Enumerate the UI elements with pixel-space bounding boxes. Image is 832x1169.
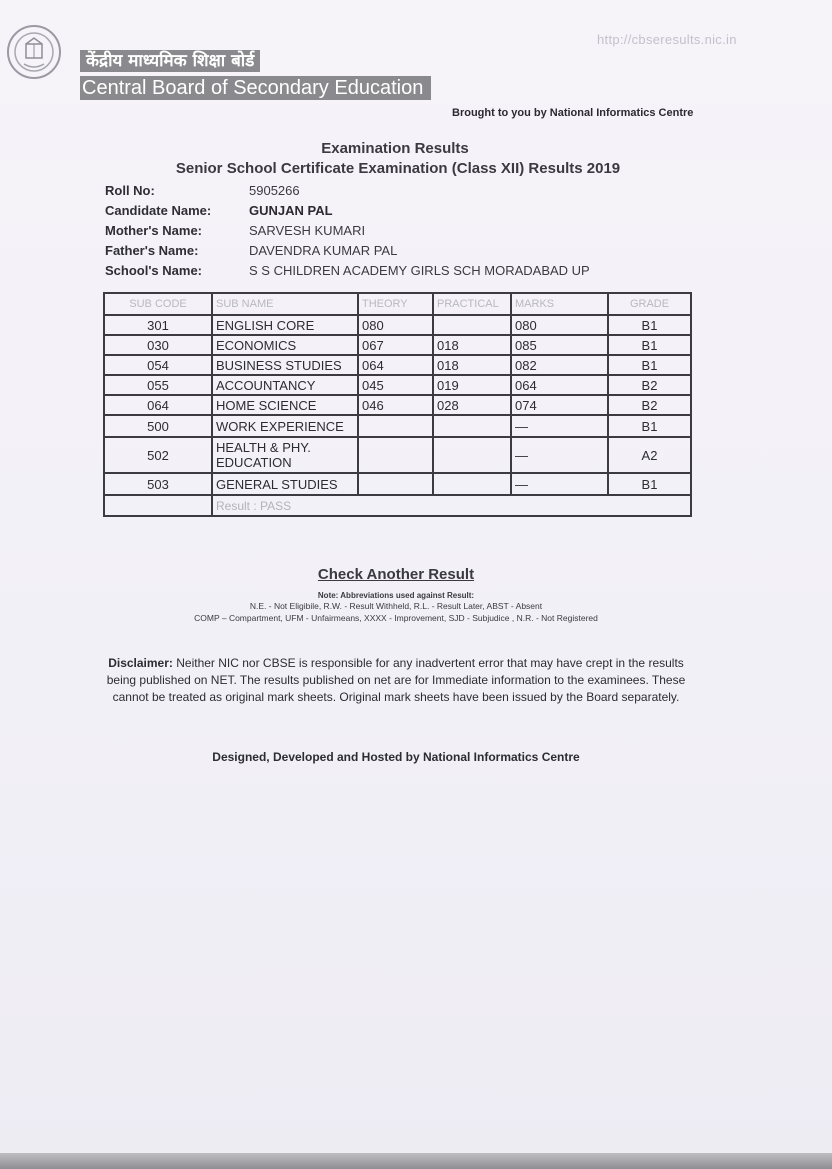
table-row — [104, 437, 691, 473]
theory-marks: 067 — [358, 335, 433, 355]
grade: B1 — [608, 335, 691, 355]
board-title-hindi: केंद्रीय माध्यमिक शिक्षा बोर्ड — [80, 50, 260, 72]
table-row — [104, 335, 691, 355]
practical-marks: 028 — [433, 395, 511, 415]
practical-marks — [433, 415, 511, 437]
candidate-name-value: GUNJAN PAL — [249, 203, 333, 218]
roll-label: Roll No: — [105, 183, 155, 198]
mother-name-value: SARVESH KUMARI — [249, 223, 366, 238]
total-marks: 080 — [511, 315, 608, 335]
table-row — [104, 375, 691, 395]
candidate-name-label: Candidate Name: — [105, 203, 212, 218]
theory-marks — [358, 437, 433, 473]
exam-subtitle: Senior School Certificate Examination (Class XII) Results 2019 — [175, 160, 621, 177]
practical-marks — [433, 315, 511, 335]
practical-marks — [433, 437, 511, 473]
sub-code: 500 — [104, 415, 212, 437]
sub-name: HOME SCIENCE — [212, 395, 358, 415]
sub-name: GENERAL STUDIES — [212, 473, 358, 495]
header-marks: MARKS — [511, 293, 608, 315]
result-empty-cell — [104, 495, 212, 516]
exam-title: Examination Results — [321, 140, 469, 157]
sub-name: ECONOMICS — [212, 335, 358, 355]
grade: B1 — [608, 415, 691, 437]
grade: B1 — [608, 315, 691, 335]
sub-name: BUSINESS STUDIES — [212, 355, 358, 375]
note-title: Note: Abbreviations used against Result: — [317, 591, 475, 600]
grade: B1 — [608, 355, 691, 375]
footer-credit: Designed, Developed and Hosted by National Informatics Centre — [212, 750, 580, 764]
board-title-english: Central Board of Secondary Education — [80, 76, 431, 100]
sub-name: WORK EXPERIENCE — [212, 415, 358, 437]
header-sub-name: SUB NAME — [212, 293, 358, 315]
header-grade: GRADE — [608, 293, 691, 315]
results-table — [103, 292, 692, 517]
theory-marks — [358, 415, 433, 437]
sub-code: 301 — [104, 315, 212, 335]
result-cell — [212, 495, 691, 516]
check-another-result-link[interactable]: Check Another Result — [317, 566, 475, 583]
theory-marks: 080 — [358, 315, 433, 335]
roll-value: 5905266 — [249, 183, 300, 198]
sub-name: ACCOUNTANCY — [212, 375, 358, 395]
disclaimer-label: Disclaimer: — [108, 656, 173, 670]
header-practical: PRACTICAL — [433, 293, 511, 315]
header-theory: THEORY — [358, 293, 433, 315]
result-value: PASS — [260, 498, 292, 513]
mother-name-label: Mother's Name: — [105, 223, 202, 238]
sub-name: ENGLISH CORE — [212, 315, 358, 335]
result-row — [104, 495, 691, 516]
sub-code: 030 — [104, 335, 212, 355]
father-name-label: Father's Name: — [105, 243, 199, 258]
theory-marks: 045 — [358, 375, 433, 395]
total-marks: 064 — [511, 375, 608, 395]
grade: B1 — [608, 473, 691, 495]
total-marks: — — [511, 415, 608, 437]
practical-marks: 018 — [433, 355, 511, 375]
disclaimer-text: Neither NIC nor CBSE is responsible for any inadvertent error that may have crept in the results being published on NET. The results published on net are for Immediate information to the examinees. These cannot be treated as original mark sheets. Original mark sheets have been issued by the Board separately. — [106, 656, 686, 704]
grade: B2 — [608, 375, 691, 395]
total-marks: 082 — [511, 355, 608, 375]
total-marks: — — [511, 437, 608, 473]
sub-code: 055 — [104, 375, 212, 395]
table-row — [104, 315, 691, 335]
table-row — [104, 355, 691, 375]
theory-marks: 046 — [358, 395, 433, 415]
grade: B2 — [608, 395, 691, 415]
sub-name: HEALTH & PHY. EDUCATION — [212, 437, 358, 473]
table-row — [104, 395, 691, 415]
source-url: http://cbseresults.nic.in — [597, 32, 737, 47]
total-marks: — — [511, 473, 608, 495]
brought-by-text: Brought to you by National Informatics Centre — [452, 107, 694, 119]
school-name-value: S S CHILDREN ACADEMY GIRLS SCH MORADABAD UP — [249, 263, 590, 278]
sub-code: 054 — [104, 355, 212, 375]
scan-edge — [0, 1153, 832, 1169]
practical-marks: 019 — [433, 375, 511, 395]
result-label: Result : — [216, 498, 257, 513]
father-name-value: DAVENDRA KUMAR PAL — [249, 243, 398, 258]
theory-marks — [358, 473, 433, 495]
table-row — [104, 415, 691, 437]
cbse-emblem-icon — [6, 24, 62, 80]
total-marks: 085 — [511, 335, 608, 355]
total-marks: 074 — [511, 395, 608, 415]
grade: A2 — [608, 437, 691, 473]
school-name-label: School's Name: — [105, 263, 203, 278]
table-row — [104, 473, 691, 495]
theory-marks: 064 — [358, 355, 433, 375]
sub-code: 064 — [104, 395, 212, 415]
sub-code: 503 — [104, 473, 212, 495]
table-header-row — [104, 293, 691, 315]
header-sub-code: SUB CODE — [104, 293, 212, 315]
practical-marks: 018 — [433, 335, 511, 355]
note-line-1: N.E. - Not Eligibile, R.W. - Result Withheld, R.L. - Result Later, ABST - Absent — [249, 601, 543, 611]
note-line-2: COMP – Compartment, UFM - Unfairmeans, XXXX - Improvement, SJD - Subjudice , N.R. - Not Registered — [194, 613, 598, 623]
practical-marks — [433, 473, 511, 495]
disclaimer — [100, 655, 692, 706]
sub-code: 502 — [104, 437, 212, 473]
